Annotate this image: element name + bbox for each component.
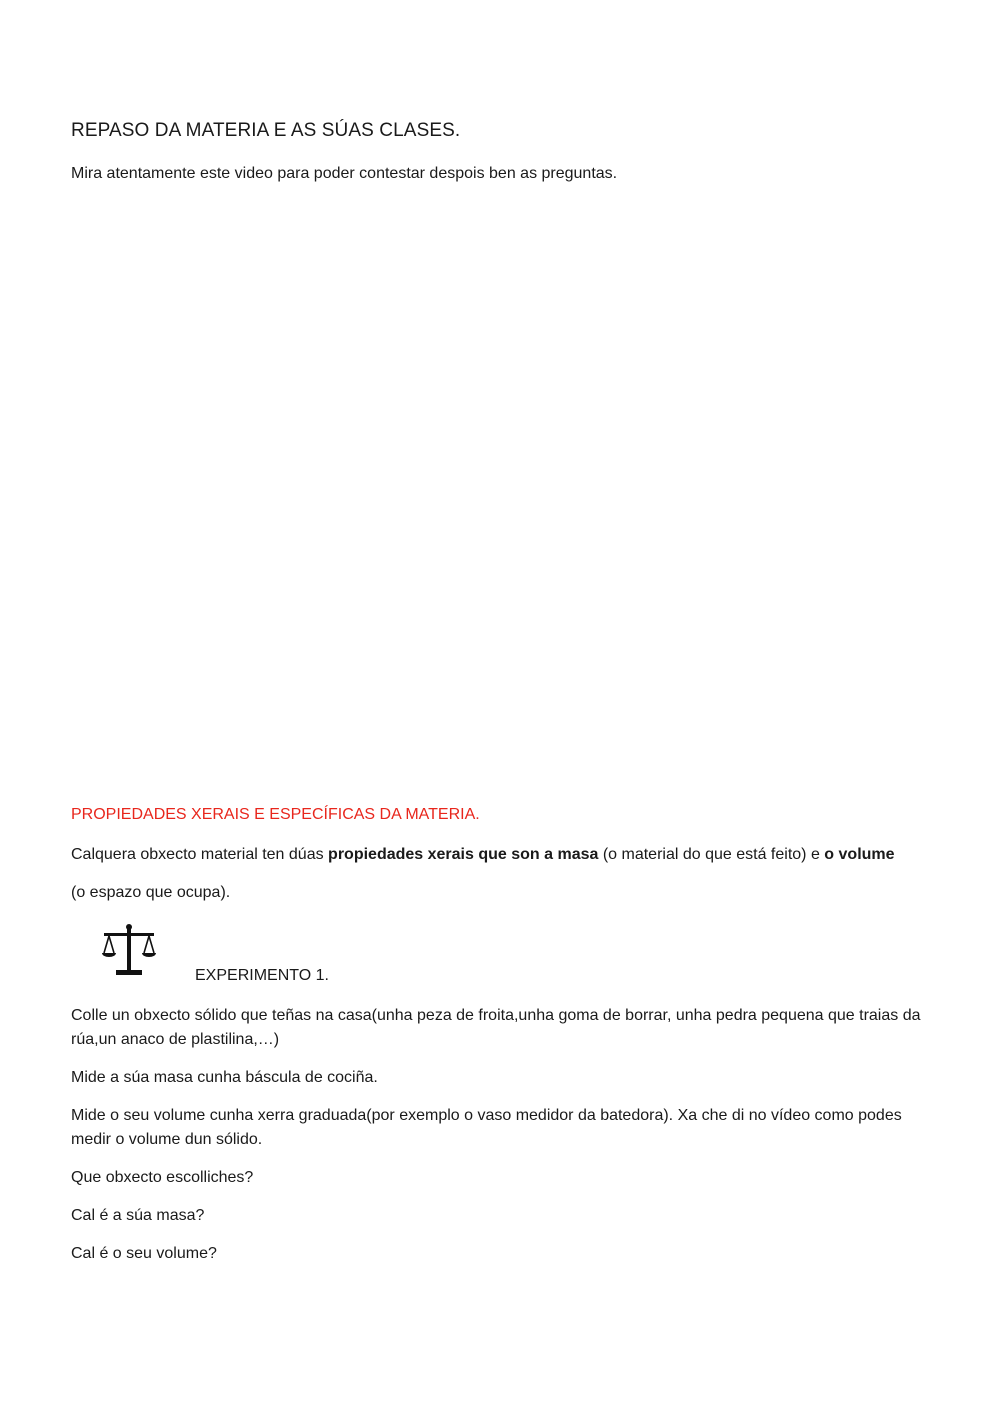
question-volume: Cal é o seu volume?	[71, 1245, 217, 1262]
properties-text-1: Calquera obxecto material ten dúas	[71, 846, 329, 863]
properties-paragraph	[71, 843, 895, 867]
properties-paragraph-line2: (o espazo que ocupa).	[71, 884, 231, 901]
experiment-label: EXPERIMENTO 1.	[195, 967, 329, 984]
question-mass: Cal é a súa masa?	[71, 1207, 205, 1224]
experiment-instruction-1: Colle un obxecto sólido que teñas na casa(unha peza de froita,unha goma de borrar, unha pedra pequena que traias da rúa,un anaco de plastilina,…)	[71, 1007, 921, 1048]
section-title: PROPIEDADES XERAIS E ESPECÍFICAS DA MATERIA.	[71, 806, 480, 823]
properties-bold-mass: propiedades xerais que son a masa	[328, 846, 599, 863]
experiment-instruction-3: Mide o seu volume cunha xerra graduada(por exemplo o vaso medidor da batedora). Xa che di no vídeo como podes medir o volume dun sólido.	[71, 1107, 902, 1148]
scale-icon	[100, 922, 158, 980]
intro-text: Mira atentamente este video para poder contestar despois ben as preguntas.	[71, 165, 618, 182]
properties-text-2: (o material do que está feito) e	[598, 846, 825, 863]
question-object: Que obxecto escolliches?	[71, 1169, 254, 1186]
video-placeholder[interactable]	[71, 200, 931, 780]
page-title: REPASO DA MATERIA E AS SÚAS CLASES.	[71, 120, 461, 141]
properties-bold-volume: o volume	[824, 846, 895, 863]
experiment-instruction-2: Mide a súa masa cunha báscula de cociña.	[71, 1069, 378, 1086]
